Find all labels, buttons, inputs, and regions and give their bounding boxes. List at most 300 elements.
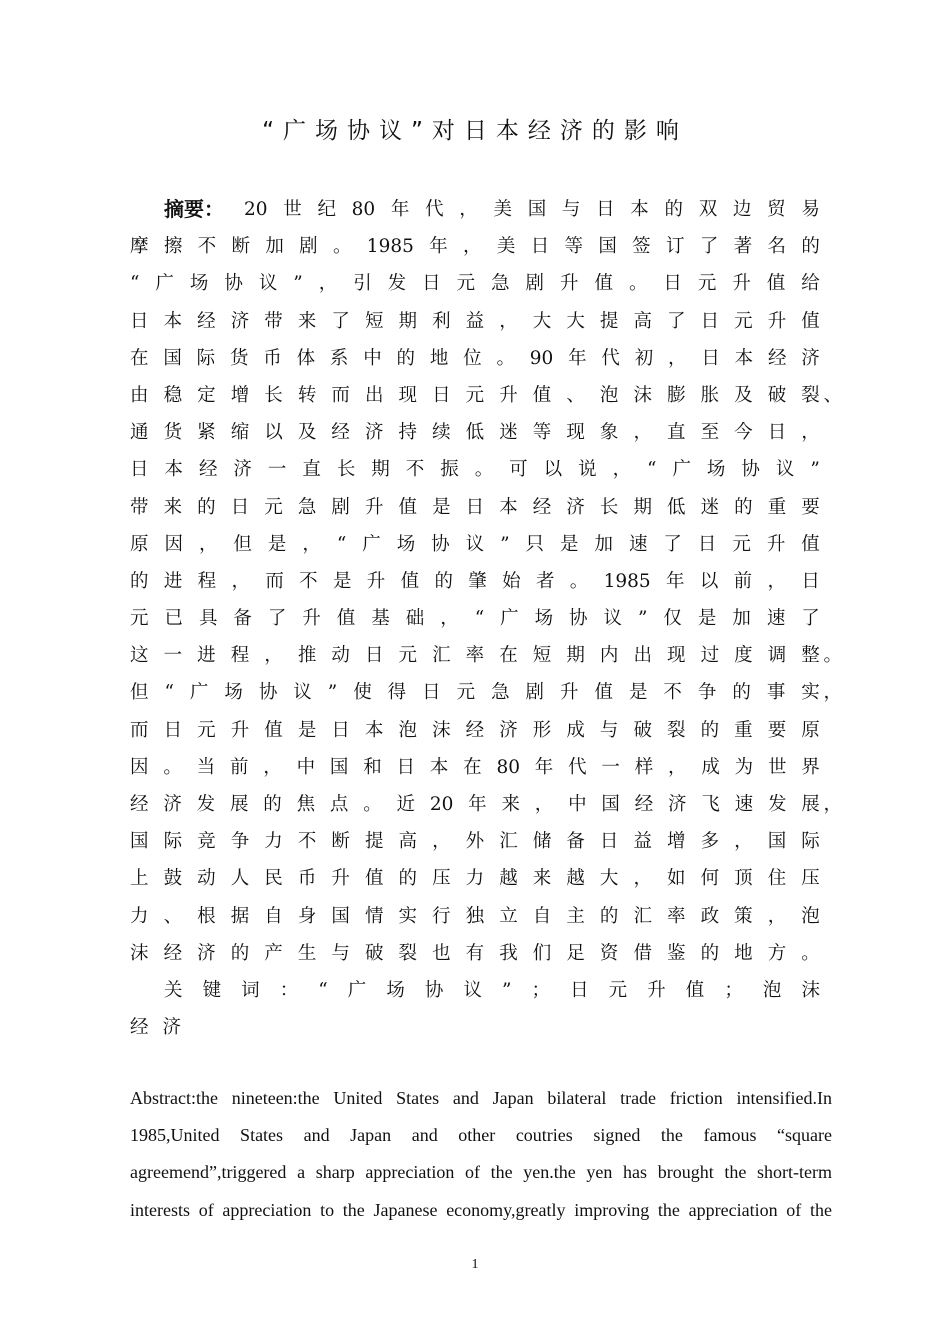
glyph: 国 [527,199,547,220]
glyph: 自 [264,905,283,927]
glyph: 升 [331,868,350,890]
glyph: 发 [387,273,407,295]
glyph: 直 [302,459,321,481]
glyph: 值 [801,533,820,555]
glyph: 日 [422,682,441,704]
glyph: 至 [700,422,720,444]
glyph: 缩 [230,422,250,444]
glyph: 整 [801,645,820,667]
glyph: “ [318,979,328,1001]
glyph: 不 [297,831,317,853]
glyph: 议 [603,608,623,630]
glyph: 独 [465,905,485,927]
glyph: 日 [700,310,720,332]
glyph: 值 [594,682,613,704]
glyph: 场 [386,979,405,1001]
glyph: 速 [766,608,786,630]
glyph: ， [302,533,321,555]
abstract-line [130,265,820,302]
glyph: 自 [532,905,552,927]
glyph: 争 [230,831,250,853]
overhang-punctuation: 、 [823,384,842,406]
glyph: 短 [532,645,552,667]
glyph: 引 [353,273,372,295]
abstract-line [130,860,820,897]
glyph: 日 [130,310,149,332]
abstract-line [130,674,820,711]
abstract-line [130,451,820,488]
glyph: 程 [197,570,217,592]
abstract-text [244,191,820,228]
glyph: 越 [499,868,518,890]
glyph: 要 [801,496,820,518]
glyph: 世 [767,756,787,778]
glyph: 说 [578,459,597,481]
glyph: 速 [628,533,648,555]
glyph: 大 [566,310,585,332]
glyph: 大 [599,868,619,890]
glyph: 长 [336,459,356,481]
glyph: 以 [264,422,283,444]
glyph: 日 [801,570,820,592]
glyph: 度 [734,645,753,667]
glyph: 益 [633,831,652,853]
glyph: 代 [425,199,444,220]
glyph: 了 [667,310,686,332]
glyph: 成 [701,756,720,778]
page-title: “广场协议”对日本经济的影响 [262,118,688,144]
glyph: 为 [734,756,754,778]
glyph: 日 [599,831,619,853]
glyph: 外 [465,831,485,853]
glyph: 内 [599,645,619,667]
glyph: 要 [767,719,787,741]
glyph: 在 [130,347,149,369]
glyph: 断 [231,236,250,258]
glyph: 广 [500,608,519,630]
abstract-line [130,303,820,340]
glyph: 带 [130,496,149,518]
glyph: 年 [666,570,685,592]
glyph: 裂 [398,942,418,964]
glyph: 焦 [296,794,316,815]
glyph: 泡 [599,384,619,406]
glyph: 的 [734,496,753,518]
glyph: ， [534,794,554,815]
glyph: 日 [663,273,682,295]
glyph: 国 [331,905,350,927]
glyph: 年 [568,347,587,369]
glyph: 多 [700,831,720,853]
glyph: 美 [493,199,512,220]
overhang-punctuation: ， [823,794,842,815]
glyph: 本 [630,199,649,220]
glyph: 议 [463,979,482,1001]
glyph: 是 [628,682,648,704]
glyph: 进 [163,570,183,592]
glyph: 已 [164,608,183,630]
glyph: 续 [432,422,451,444]
glyph: 和 [363,756,382,778]
glyph: 重 [767,496,787,518]
glyph: 期 [371,459,390,481]
glyph: ” [293,273,303,295]
glyph: 出 [633,645,652,667]
glyph: 80 [496,756,520,778]
glyph: ， [198,533,218,555]
glyph: 争 [697,682,717,704]
glyph: 签 [632,236,651,258]
abstract-line [130,786,820,823]
glyph: 仅 [663,608,682,630]
glyph: 情 [364,905,384,927]
glyph: 沫 [801,979,820,1001]
glyph: 以 [699,570,719,592]
english-abstract [130,1080,832,1229]
abstract-line [130,898,820,935]
abstract-line [130,749,820,786]
glyph: 日 [422,273,441,295]
abstract-line [130,228,820,265]
glyph: 。 [569,570,589,592]
glyph: 期 [398,310,418,332]
glyph: 具 [198,608,218,630]
glyph: ” [810,459,820,481]
glyph: 是 [560,533,579,555]
glyph: 值 [364,868,384,890]
abstract-line-with-overhang [130,786,842,823]
glyph: 。 [163,756,182,778]
abstract-line [130,935,820,972]
glyph: 可 [509,459,528,481]
glyph: 货 [163,422,183,444]
glyph: 元 [732,533,751,555]
glyph: 得 [387,682,407,704]
glyph: 稳 [163,384,183,406]
glyph: 词 [241,979,260,1001]
glyph: ， [633,868,652,890]
glyph: 断 [331,831,350,853]
glyph: 沫 [432,719,451,741]
glyph: 升 [230,719,250,741]
glyph: ， [264,645,283,667]
glyph: 也 [432,942,451,964]
glyph: 来 [297,310,317,332]
glyph: 中 [568,794,587,815]
glyph: 国 [598,236,617,258]
glyph: 基 [371,608,390,630]
glyph: 擦 [163,236,183,258]
glyph: 币 [263,347,282,369]
glyph: 济 [233,459,252,481]
glyph: 前 [733,570,753,592]
glyph: 协 [431,533,450,555]
glyph: 纪 [317,199,336,220]
english-abstract-line: Abstract:the nineteen:the United States and Japan bilateral trade friction intensified.In [130,1088,832,1108]
glyph: 沫 [130,942,149,964]
glyph: ， [463,236,482,258]
abstract-line [130,823,820,860]
glyph: 日 [465,496,485,518]
glyph: 日 [396,756,416,778]
glyph: 民 [264,868,283,890]
glyph: 日 [596,199,615,220]
glyph: 这 [130,645,149,667]
glyph: 、 [566,384,585,406]
glyph: 代 [568,756,587,778]
abstract-line [130,377,820,414]
glyph: 大 [532,310,552,332]
glyph: 方 [767,942,787,964]
glyph: 我 [499,942,518,964]
glyph: 场 [706,459,726,481]
glyph: 使 [353,682,372,704]
glyph: 了 [267,608,287,630]
page-number: 1 [471,1257,479,1272]
glyph: 裂 [667,719,686,741]
glyph: 的 [263,794,282,815]
glyph: ， [612,459,632,481]
glyph: 中 [296,756,316,778]
glyph: 利 [432,310,451,332]
english-abstract-line: interests of appreciation to the Japanese economy,greatly improving the appreciation of the [130,1199,832,1220]
glyph: 值 [685,979,705,1001]
glyph: 急 [491,273,510,295]
glyph: 汇 [499,831,518,853]
glyph: 。 [496,347,515,369]
glyph: 元 [130,608,149,630]
glyph: 济 [801,347,820,369]
glyph: 近 [396,794,416,815]
glyph: 高 [398,831,418,853]
glyph: 是 [332,570,352,592]
glyph: 升 [302,608,321,630]
glyph: 键 [202,979,222,1001]
glyph: 始 [502,570,521,592]
glyph: 上 [130,868,149,890]
glyph: ， [633,422,652,444]
glyph: 率 [667,905,686,927]
glyph: 升 [560,273,579,295]
glyph: 年 [468,794,487,815]
glyph: 裂 [801,384,820,406]
glyph: 经 [767,347,787,369]
glyph: 广 [155,273,174,295]
glyph: 是 [697,608,717,630]
glyph: 借 [633,942,652,964]
glyph: 广 [672,459,691,481]
glyph: 而 [331,384,350,406]
glyph: 与 [331,942,350,964]
glyph: 升 [767,310,787,332]
abstract-line [130,637,820,674]
glyph: 长 [264,384,283,406]
glyph: ： [279,979,299,1001]
glyph: 地 [429,347,449,369]
glyph: 经 [197,310,216,332]
glyph: ， [231,570,250,592]
glyph: 推 [297,645,317,667]
glyph: 破 [767,384,787,406]
glyph: 初 [634,347,654,369]
glyph: 点 [329,794,349,815]
glyph: 来 [163,496,183,518]
glyph: 破 [633,719,652,741]
glyph: 协 [741,459,760,481]
glyph: 名 [767,236,786,258]
glyph: ， [318,273,338,295]
glyph: 值 [336,608,356,630]
glyph: 转 [297,384,317,406]
glyph: 本 [499,496,518,518]
glyph: 了 [801,608,820,630]
glyph: 值 [532,384,552,406]
abstract-line [130,340,820,377]
glyph: 场 [224,682,243,704]
glyph: 压 [801,868,820,890]
glyph: 生 [297,942,317,964]
glyph: 著 [733,236,753,258]
glyph: 现 [398,384,418,406]
glyph: 场 [189,273,209,295]
glyph: 的 [664,199,684,220]
glyph: 国 [767,831,787,853]
glyph: 议 [258,273,278,295]
glyph: 。 [628,273,648,295]
glyph: 摩 [130,236,149,258]
glyph: 是 [432,496,451,518]
glyph: 国 [601,794,620,815]
glyph: 泡 [801,905,820,927]
glyph: 值 [594,273,613,295]
glyph: 日 [163,719,183,741]
glyph: 升 [499,384,518,406]
glyph: 的 [130,570,149,592]
glyph: 20 [429,794,454,815]
abstract-line [130,712,820,749]
glyph: 据 [230,905,250,927]
abstract-label: 摘要： [164,197,224,221]
glyph: 元 [734,310,753,332]
glyph: 本 [429,756,449,778]
glyph: 加 [594,533,613,555]
glyph: 础 [405,608,425,630]
glyph: ， [734,831,753,853]
glyph: 元 [608,979,628,1001]
glyph: 紧 [197,422,216,444]
glyph: 的 [434,570,453,592]
glyph: 实 [801,682,820,704]
glyph: 值 [264,719,283,741]
glyph: 不 [663,682,682,704]
keywords-continuation [130,1009,820,1046]
glyph: 双 [698,199,718,220]
glyph: 人 [230,868,250,890]
glyph: 越 [566,868,585,890]
glyph: ， [801,422,820,444]
glyph: 的 [599,905,619,927]
glyph: 资 [599,942,619,964]
glyph: 年 [429,236,448,258]
glyph: 者 [535,570,555,592]
glyph: 日 [767,422,787,444]
glyph: 本 [364,719,384,741]
glyph: 济 [499,719,518,741]
glyph: 急 [297,496,317,518]
keywords-line [130,972,820,1009]
glyph: 值 [400,570,420,592]
glyph: 的 [801,236,820,258]
abstract-line [130,563,820,600]
chinese-abstract [130,191,842,1046]
glyph: 本 [164,459,183,481]
english-abstract-line: agreemend”,triggered a sharp appreciation of the yen.the yen has brought the short-term [130,1162,832,1183]
glyph: 升 [647,979,666,1001]
glyph: 贸 [767,199,786,220]
glyph: 的 [197,496,216,518]
glyph: 体 [296,347,316,369]
glyph: 场 [396,533,416,555]
glyph: 只 [525,533,545,555]
glyph: 经 [130,794,149,815]
glyph: 当 [196,756,216,778]
glyph: 世 [283,199,302,220]
glyph: 但 [130,682,149,704]
glyph: ， [263,756,282,778]
glyph: 及 [734,384,753,406]
glyph: 与 [561,199,581,220]
glyph: 展 [229,794,249,815]
glyph: 程 [230,645,250,667]
glyph: 值 [801,310,820,332]
glyph: 动 [331,645,350,667]
glyph: “ [336,533,347,555]
glyph: 策 [734,905,753,927]
glyph: 根 [197,905,216,927]
glyph: ， [767,570,786,592]
glyph: 元 [465,384,485,406]
glyph: 立 [499,905,518,927]
glyph: 的 [700,719,720,741]
glyph: 济 [163,794,182,815]
glyph: 政 [700,905,720,927]
glyph: 。 [363,794,382,815]
glyph: 住 [767,868,787,890]
glyph: 迷 [499,422,518,444]
glyph: 本 [163,310,183,332]
glyph: 行 [432,905,451,927]
glyph: 元 [456,273,476,295]
glyph: 元 [456,682,476,704]
glyph: 济 [668,794,687,815]
glyph: ， [459,199,478,220]
glyph: 竞 [197,831,216,853]
glyph: 压 [432,868,451,890]
abstract-line-with-overhang [130,637,842,674]
glyph: 原 [130,533,149,555]
glyph: 一 [267,459,287,481]
glyph: 剧 [525,682,545,704]
glyph: 不 [197,236,217,258]
glyph: 年 [534,756,554,778]
glyph: 因 [164,533,183,555]
glyph: 元 [697,273,717,295]
glyph: 产 [264,942,283,964]
glyph: “ [164,682,174,704]
glyph: 经 [331,422,350,444]
glyph: 们 [532,942,552,964]
glyph: 经 [634,794,654,815]
